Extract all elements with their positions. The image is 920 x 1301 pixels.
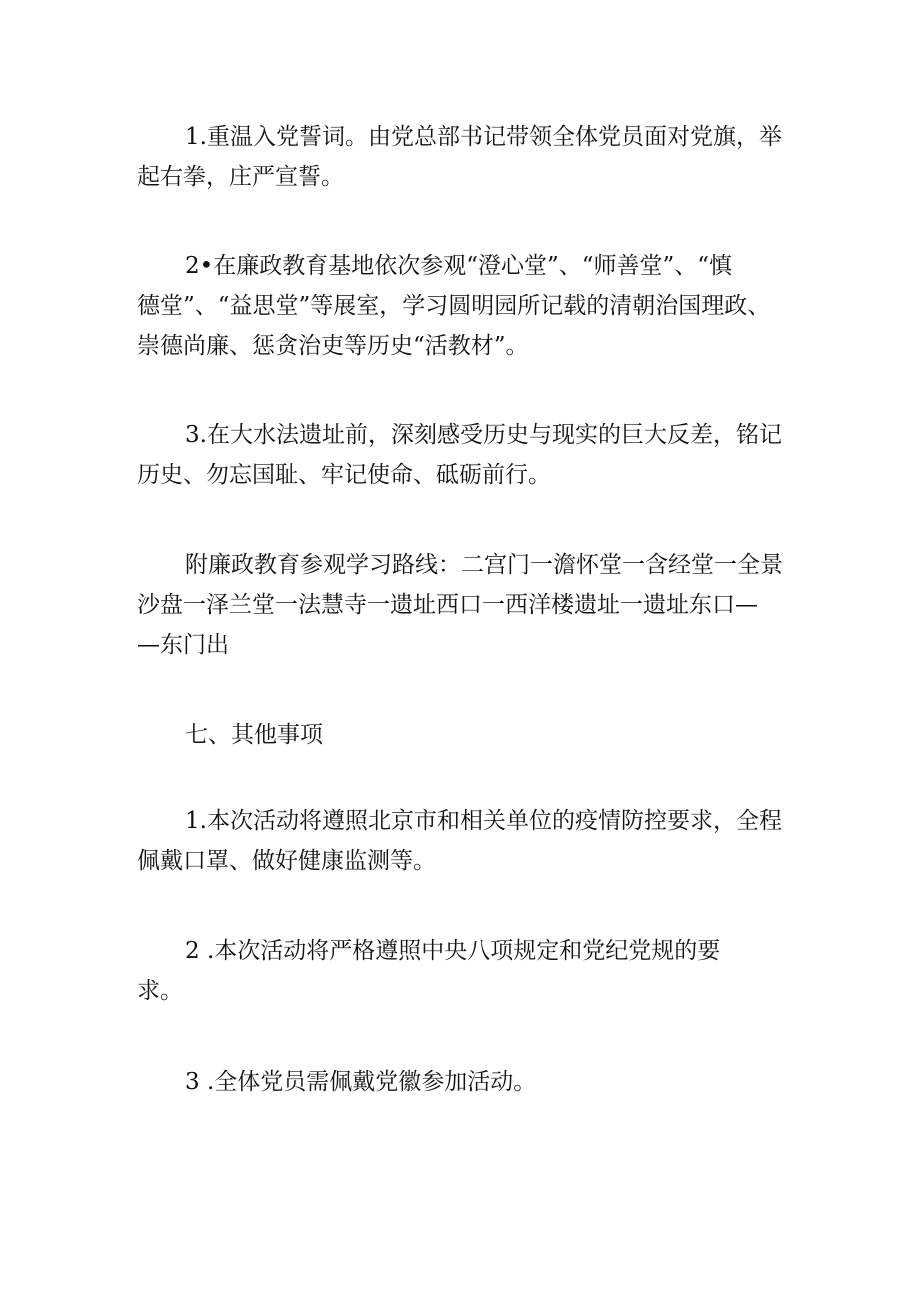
paragraph-dashuifa-ruins xyxy=(137,415,787,495)
paragraph-party-badge xyxy=(137,1062,787,1102)
paragraph-line: 历史、勿忘国耻、牢记使命、砥砺前行。 xyxy=(137,462,551,488)
paragraph-line: 附廉政教育参观学习路线：二宫门一澹怀堂一含经堂一全景 xyxy=(185,552,783,578)
paragraph-line: 求。 xyxy=(137,978,183,1004)
paragraph-line: 1.本次活动将遵照北京市和相关单位的疫情防控要求，全程 xyxy=(185,808,782,834)
paragraph-line: 3 .全体党员需佩戴党徽参加活动。 xyxy=(185,1069,537,1095)
paragraph-eight-rules xyxy=(137,931,787,1011)
paragraph-route xyxy=(137,545,787,665)
section-heading-other-matters xyxy=(137,715,787,755)
paragraph-line: 德堂”、“益思堂”等展室，学习圆明园所记载的清朝治国理政、 xyxy=(137,293,771,319)
paragraph-line: 2 .本次活动将严格遵照中央八项规定和党纪党规的要 xyxy=(185,938,721,964)
paragraph-oath xyxy=(137,117,787,197)
paragraph-line: 起右拳，庄严宣誓。 xyxy=(137,164,344,190)
paragraph-line: —东门出 xyxy=(137,632,229,658)
paragraph-line: 3.在大水法遗址前，深刻感受历史与现实的巨大反差，铭记 xyxy=(185,422,782,448)
paragraph-line: 佩戴口罩、做好健康监测等。 xyxy=(137,848,436,874)
paragraph-visit-exhibits xyxy=(137,246,787,366)
paragraph-line: 1.重温入党誓词。由党总部书记带领全体党员面对党旗，举 xyxy=(185,124,782,150)
paragraph-epidemic-prevention xyxy=(137,801,787,881)
paragraph-line: 沙盘一泽兰堂一法慧寺一遗址西口一西洋楼遗址一遗址东口— xyxy=(137,592,758,618)
section-heading: 七、其他事项 xyxy=(185,722,323,748)
paragraph-line: 2•在廉政教育基地依次参观“澄心堂”、“师善堂”、“慎 xyxy=(185,253,732,279)
paragraph-line: 崇德尚廉、惩贪治吏等历史“活教材”。 xyxy=(137,333,529,359)
